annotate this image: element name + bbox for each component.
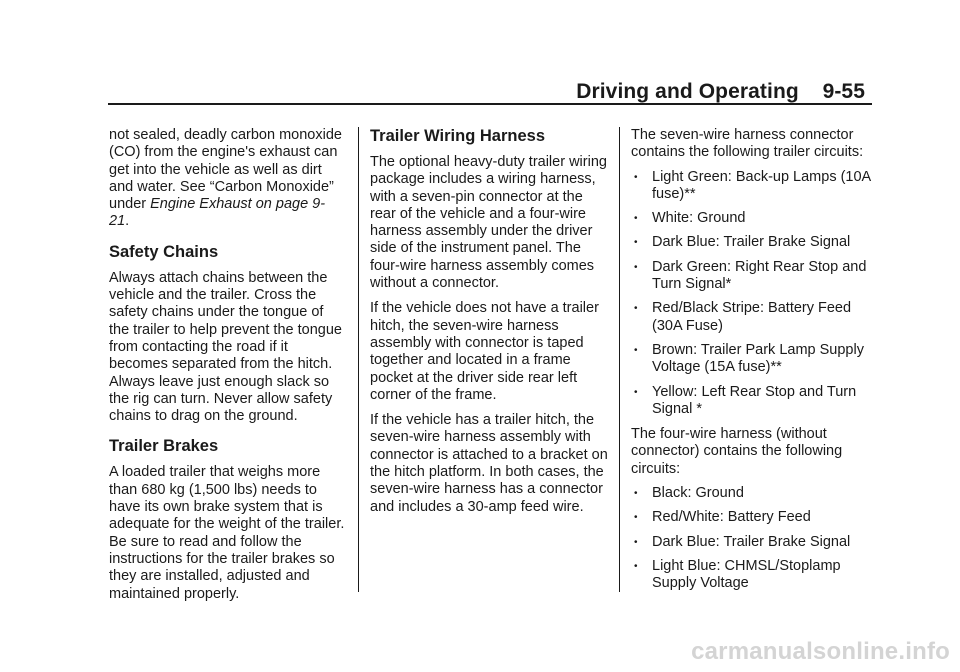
list-item [631,342,871,377]
list-item-text: Brown: Trailer Park Lamp Supply Voltage (15A fuse)** [652,341,864,376]
list-item [631,300,871,335]
column-divider [358,127,359,592]
bullet-icon: • [634,213,638,225]
safety-chains-text: Always attach chains between the vehicle and the trailer. Cross the safety chains under the tongue of the trailer to help prevent the tongue from contacting the road if it becomes separated from the hitch. Always leave just enough slack so the rig can turn. Never allow safety chains to drag on the ground. [109,269,342,425]
list-item [631,509,871,526]
section-title: Driving and Operating [576,80,799,103]
list-item [631,210,871,227]
list-item [631,384,871,419]
list-item-text: Dark Green: Right Rear Stop and Turn Signal* [652,258,867,293]
page-number: 9-55 [822,80,865,103]
list-item-text: Black: Ground [652,485,744,502]
list-item-text: Dark Blue: Trailer Brake Signal [652,234,851,251]
bullet-icon: • [634,237,638,249]
bullet-icon: • [634,303,638,315]
cross-reference: Engine Exhaust on page 9-21 [109,196,326,230]
bullet-icon: • [634,171,638,183]
header-rule [108,103,872,105]
bullet-icon: • [634,261,638,273]
bullet-icon: • [634,344,638,356]
list-item [631,558,871,593]
bullet-icon: • [634,560,638,572]
list-item [631,259,871,294]
list-item-text: Dark Blue: Trailer Brake Signal [652,533,851,550]
column-2 [370,127,610,524]
intro-text: not sealed, deadly carbon monoxide (CO) from the engine's exhaust can get into the vehicle as well as dirt and water. See “Carbon Monoxide” under [109,127,342,213]
intro-paragraph [109,127,345,231]
four-wire-circuit-list [631,485,871,592]
column-3 [631,127,871,601]
column-1 [109,127,345,611]
trailer-brakes-heading: Trailer Brakes [109,437,219,456]
bullet-icon: • [634,512,638,524]
safety-chains-heading: Safety Chains [109,242,219,261]
list-item-text: White: Ground [652,210,746,227]
wiring-paragraph-2: If the vehicle does not have a trailer hitch, the seven-wire harness assembly with connector is taped together and located in a frame pocket at the driver side rear left corner of the frame. [370,300,599,403]
bullet-icon: • [634,536,638,548]
four-wire-intro: The four-wire harness (without connector) contains the following circuits: [631,426,843,477]
list-item-text: Red/Black Stripe: Battery Feed (30A Fuse) [652,300,852,334]
seven-wire-intro: The seven-wire harness connector contains the following trailer circuits: [631,127,864,161]
reference-end: . [125,213,130,230]
wiring-harness-heading: Trailer Wiring Harness [370,127,545,145]
wiring-paragraph-3: If the vehicle has a trailer hitch, the seven-wire harness assembly with connector is attached to a bracket on the hitch platform. In both cases, the seven-wire harness has a connector and includes a 30-amp feed wire. [370,412,608,515]
column-divider [619,127,620,592]
trailer-brakes-text: A loaded trailer that weighs more than 680 kg (1,500 lbs) needs to have its own brake system that is adequate for the weight of the trailer. Be sure to read and follow the instructions for the trailer brakes so they are installed, adjusted and maintained properly. [109,464,345,602]
list-item [631,485,871,502]
list-item [631,534,871,551]
watermark: carmanualsonline.info [691,638,950,665]
list-item-text: Light Green: Back-up Lamps (10A fuse)** [652,168,871,202]
bullet-icon: • [634,488,638,500]
list-item-text: Red/White: Battery Feed [652,509,811,526]
list-item-text: Light Blue: CHMSL/Stoplamp Supply Voltage [652,557,841,592]
seven-wire-circuit-list [631,169,871,419]
list-item [631,169,871,204]
bullet-icon: • [634,386,638,398]
header-title [576,80,865,104]
wiring-paragraph-1: The optional heavy-duty trailer wiring package includes a wiring harness, with a seven-pin connector at the rear of the vehicle and a four-wire harness assembly under the driver side of the instrument panel. The four-wire harness assembly comes without a connector. [370,154,607,292]
list-item [631,234,871,251]
list-item-text: Yellow: Left Rear Stop and Turn Signal * [652,383,857,417]
